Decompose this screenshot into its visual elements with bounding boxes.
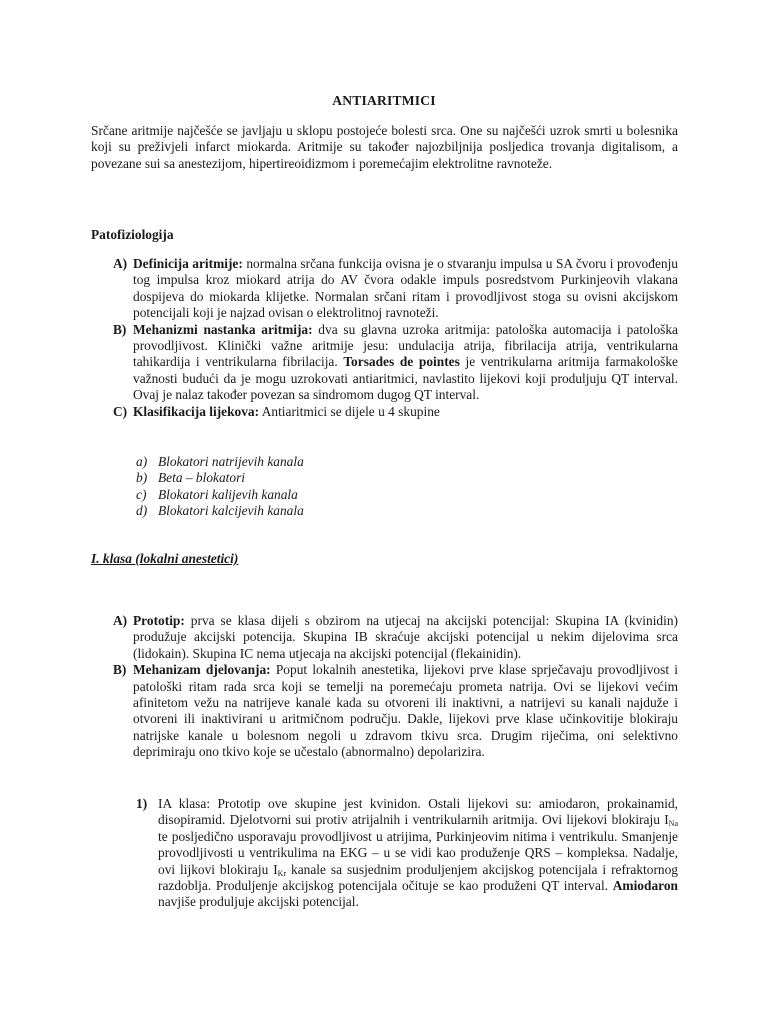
list-marker: A) [113,256,128,271]
item-text: IA klasa: Prototip ove skupine jest kvinidon. Ostali lijekovi su: amiodaron, prokainamid, disopiramid. Djelotvorni sui protiv atrijalnih i ventrikularnih aritmija. Ovi lijekovi blokiraju I [158,796,678,828]
item-term: Mehanizam djelovanja: [133,662,271,678]
sub-list-item [136,487,304,503]
sub-list-text: Blokatori natrijevih kanala [158,454,304,469]
patofiziologija-list [113,256,678,420]
sub-list-item [136,503,304,519]
sub-list-text: Blokatori kalijevih kanala [158,486,298,502]
klasa-1-numbered-list [136,796,678,911]
item-text: te posljedično usporavaju provodljivost u atrijima, Purkinjeovim nitima i ventrikulu. Smanjenje provodljivosti u ventrikulima na EKG – u se vidi kao produženje QRS – kompleksa. Nadalje, ovi lijkovi blokiraju I [158,828,678,877]
sub-list-item [136,454,304,470]
item-text: prva se klasa dijeli s obzirom na utjecaj na akcijski potencijal: Skupina IA (kvinidin) produžuje akcijski potencija. Skupina IB skraćuje akcijski potencijal u nekim dijelovima srca (lidokain). Skupina IC nema utjecaja na akcijski potencijal (flekainidin). [133,613,678,661]
item-text: normalna srčana funkcija ovisna je o stvaranju impulsa u SA čvoru i provođenju tog impulsa kroz miokard atrija do AV čvora odakle impuls posredstvom Purkinjeovih vlakana dospijeva do miokarda klijetke. Normalan srčani ritam i provodljivost stoga su ovisni akcijskom potencijali koji je najzad ovisan o elektrolitnoj ravnoteži. [133,256,679,321]
sub-list-item [136,470,304,486]
item-text: je ventrikularna aritmija farmakološke važnosti budući da je mogu uzrokovati antiaritmici, navlastito lijekovi koji produljuju QT interval. Ovaj je nalaz također povezan sa sindromom dugog QT interval. [133,354,678,403]
sub-list-marker: b) [136,470,148,486]
subscript-na: Na [668,819,678,829]
sub-list-marker: c) [136,486,147,502]
sub-list-marker: a) [136,454,148,469]
intro-paragraph: Srčane aritmije najčešće se javljaju u sklopu postojeće bolesti srca. One su najčešći uzrok smrti u bolesnika koji su preživjeli infarct miokarda. Aritmije su također najozbiljnija posljedica trovanja digitalisom, a povezane sui sa anestezijom, hipertireoidizmom i poremećajim elektrolitne ravnoteže. [91,123,678,171]
section-heading-patofiziologija: Patofiziologija [91,227,174,242]
list-marker: A) [113,613,128,628]
section-heading-klasa-1: I. klasa (lokalni anestetici) [91,551,239,566]
klasa-1-list [113,613,678,761]
item-text: dva su glavna uzroka aritmija: patološka automacija i patološka provodljivost. Klinički važne aritmije jesu: undulacija atrija, fibrilacija atrija, ventrikularna tahikardija i ventrikularna fibrilacija. [133,321,678,370]
list-marker: B) [113,321,127,337]
list-item [113,404,678,420]
list-item [113,322,678,404]
list-item [113,662,678,760]
item-text: navjiše produljuje akcijski potencijal. [158,894,359,910]
numbered-marker: 1) [136,796,148,811]
item-text: kanale sa susjednim produljenjem akcijskog potencijala i refraktornog razdoblja. Produljenje akcijskog potencijala očituje se kao produženi QT interval. [158,861,678,894]
list-item [113,613,678,662]
list-marker: C) [113,403,128,419]
sub-list-marker: d) [136,503,148,519]
item-text: Antiaritmici se dijele u 4 skupine [259,403,440,419]
sub-list-text: Beta – blokatori [158,470,246,486]
item-text: Poput lokalnih anestetika, lijekovi prve klase sprječavaju provodljivost i patološki ritam rada srca koji se temelji na poremećaju prometa natrija. Ovi se lijekovi većim afinitetom vežu na natrijeve kanale kada su otvoreni ili inaktivni, a natrijevi su kanali najduže i otvoreni ili inaktivirani u aritmičnom području. Dakle, lijekovi prve klase učinkovitije blokiraju natrijske kanale u bolesnom negoli u zdravom tkivu srca. Drugim riječima, oni selektivno deprimiraju ono tkivo koje se učestalo (abnormalno) depolarizira. [133,662,678,760]
numbered-item [136,796,678,911]
document-title: ANTIARITMICI [332,93,436,108]
list-item [113,256,678,322]
item-term: Klasifikacija lijekova: [133,403,260,419]
item-bold-term: Amiodaron [612,878,678,894]
subscript-kr: Kr [277,868,287,878]
item-term: Prototip: [133,613,185,628]
list-marker: B) [113,662,127,678]
item-term: Mehanizmi nastanka aritmija: [133,321,313,337]
item-bold-term: Torsades de pointes [343,354,460,370]
drug-class-list [136,454,304,520]
sub-list-text: Blokatori kalcijevih kanala [158,503,304,519]
item-term: Definicija aritmije: [133,256,243,271]
